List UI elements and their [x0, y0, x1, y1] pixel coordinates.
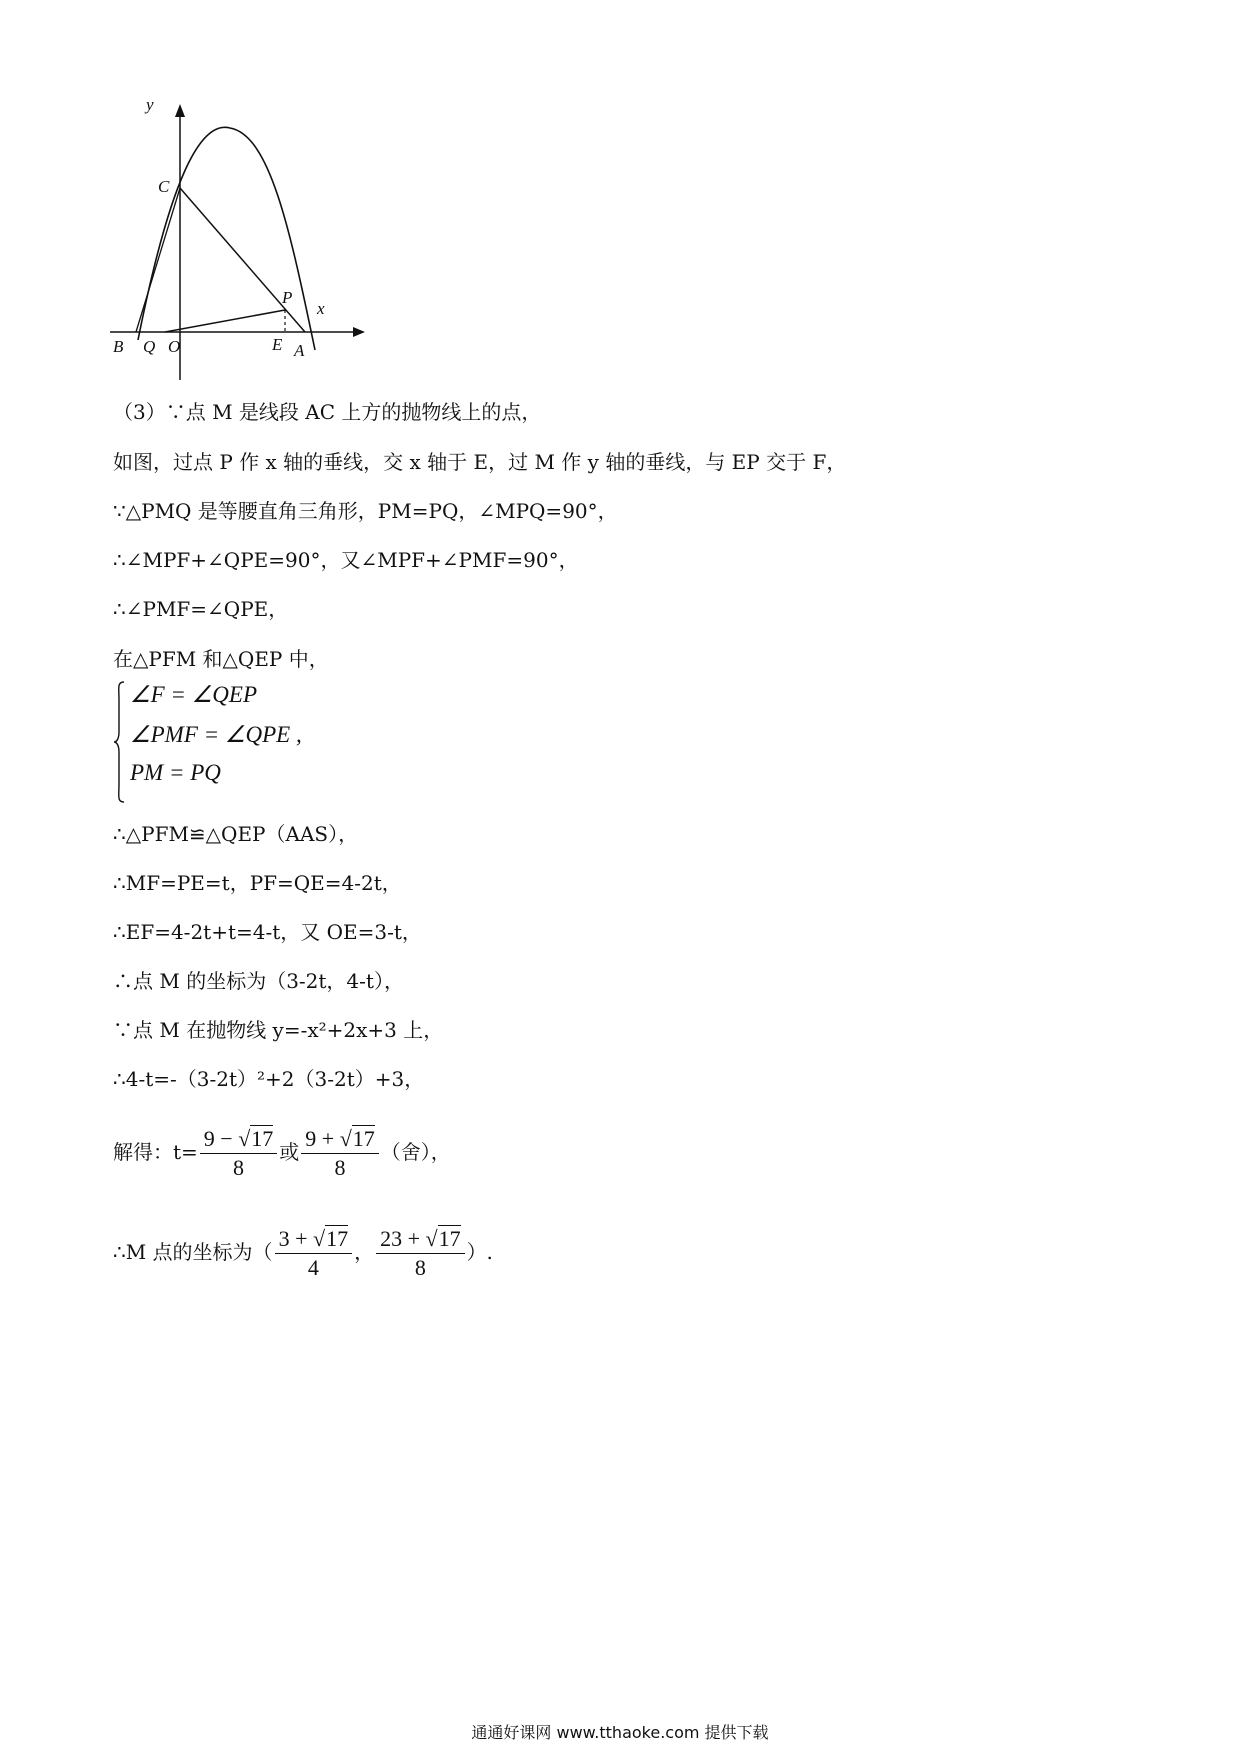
result-fraction-2: $\frac{23 + √17}{8}$ [376, 1225, 465, 1282]
solve-frac2-sqrt: 17 [352, 1126, 375, 1151]
parabola-figure [110, 100, 380, 390]
result-frac2-sqrt: 17 [438, 1226, 461, 1251]
segment-bc [136, 188, 180, 332]
label-o: O [168, 337, 181, 356]
solve-prefix: 解得：t= [113, 1140, 198, 1164]
text-line-6: 在△PFM 和△QEP 中， [113, 647, 329, 671]
solve-frac1-num: 9 − [203, 1126, 239, 1151]
label-c: C [158, 177, 170, 196]
text-line-8: ∴MF=PE=t，PF=QE=4-2t， [113, 871, 402, 895]
solve-frac2-den: 8 [334, 1155, 346, 1180]
solve-suffix: （舍）， [380, 1140, 451, 1164]
solve-fraction-2: $\frac{9 + √17}{8}$ [301, 1125, 379, 1182]
label-x: x [317, 299, 325, 318]
solve-or: 或 [279, 1140, 300, 1164]
result-frac1-sqrt: 17 [326, 1226, 349, 1251]
solve-line [113, 1122, 451, 1182]
label-p: P [282, 288, 293, 307]
x-axis-arrow [353, 327, 365, 337]
solve-frac1-den: 8 [233, 1155, 245, 1180]
result-frac2-den: 8 [414, 1255, 426, 1280]
result-line [113, 1222, 493, 1282]
system-row-2: ∠PMF = ∠QPE , [130, 722, 302, 747]
y-axis-arrow [175, 104, 185, 117]
result-fraction-1: $\frac{3 + √17}{4}$ [275, 1225, 353, 1282]
text-line-7: ∴△PFM≌△QEP（AAS）， [113, 822, 359, 846]
result-frac2-num: 23 + [380, 1226, 426, 1251]
result-suffix: ）. [466, 1240, 493, 1264]
system-row-3: PM = PQ [130, 760, 221, 785]
text-line-12: ∴4-t=-（3-2t）²+2（3-2t）+3， [113, 1067, 425, 1091]
label-e: E [272, 335, 283, 354]
result-prefix: ∴M 点的坐标为（ [113, 1240, 273, 1264]
label-a: A [294, 341, 305, 360]
text-line-5: ∴∠PMF=∠QPE， [113, 597, 289, 621]
text-line-4: ∴∠MPF+∠QPE=90°，又∠MPF+∠PMF=90°， [113, 548, 579, 572]
text-line-2: 如图，过点 P 作 x 轴的垂线，交 x 轴于 E，过 M 作 y 轴的垂线，与 EP 交于 F， [113, 450, 847, 474]
parabola-diagram [110, 100, 380, 390]
text-line-3: ∵△PMQ 是等腰直角三角形，PM=PQ，∠MPQ=90°， [113, 499, 618, 523]
solve-frac2-num: 9 + [305, 1126, 340, 1151]
system-row-1: ∠F = ∠QEP [130, 682, 258, 707]
label-y: y [146, 100, 154, 114]
page-footer: 通通好课网 www.tthaoke.com 提供下载 [471, 1723, 769, 1742]
text-line-9: ∴EF=4-2t+t=4-t，又 OE=3-t， [113, 920, 422, 944]
label-b: B [113, 337, 124, 356]
solve-frac1-sqrt: 17 [251, 1126, 274, 1151]
equation-system [113, 680, 413, 808]
segment-ca [180, 188, 305, 332]
text-line-10: ∴点 M 的坐标为（3-2t，4-t）， [113, 969, 404, 993]
left-brace [113, 680, 125, 804]
result-frac1-num: 3 + [278, 1226, 313, 1251]
text-line-1: （3）∵点 M 是线段 AC 上方的抛物线上的点， [113, 400, 542, 424]
text-line-11: ∵点 M 在抛物线 y=-x²+2x+3 上， [113, 1018, 444, 1042]
solve-fraction-1: $\frac{9 - √17}{8}$ [200, 1125, 278, 1182]
label-q: Q [143, 337, 156, 356]
result-frac1-den: 4 [307, 1255, 319, 1280]
result-comma: ， [354, 1240, 375, 1264]
segment-qp [165, 310, 285, 332]
